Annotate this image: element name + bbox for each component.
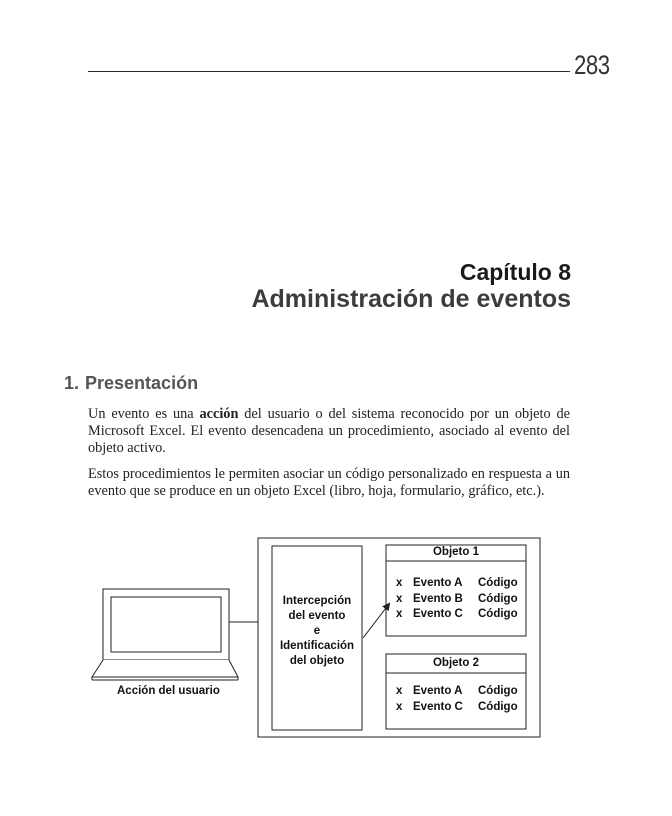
interception-line: del evento [288, 610, 346, 622]
row-marker: x [396, 701, 403, 713]
row-code: Código [478, 577, 518, 589]
chapter-label: Capítulo 8 [459, 259, 571, 285]
row-event: Evento B [413, 593, 463, 605]
row-code: Código [478, 593, 518, 605]
interception-text [272, 594, 362, 669]
paragraph-1-bold: acción [199, 406, 239, 422]
row-marker: x [396, 577, 403, 589]
section-title: Presentación [85, 373, 199, 393]
paragraph-2: Estos procedimientos le permiten asociar un código personalizado en respuesta a un evento que se produce en un objeto Excel (libro, hoja, formulario, gráfico, etc.). [88, 466, 570, 499]
paragraph-1-start: Un evento es una [88, 406, 200, 422]
paragraph-1-end: del usuario o del sistema reconocido por un objeto de Microsoft Excel. El evento desencadena un procedimiento, asociado al evento del objeto activo. [88, 406, 570, 456]
row-marker: x [396, 685, 403, 697]
row-event: Evento C [413, 701, 463, 713]
row-code: Código [478, 685, 518, 697]
row-event: Evento A [413, 685, 463, 697]
object-1-title: Objeto 1 [432, 546, 479, 558]
row-marker: x [396, 608, 403, 620]
interception-line: del objeto [289, 655, 345, 667]
row-marker: x [396, 593, 403, 605]
row-event: Evento C [413, 608, 463, 620]
arrow-icon [363, 604, 389, 638]
row-event: Evento A [413, 577, 463, 589]
chapter-title: Administración de eventos [251, 285, 571, 313]
row-code: Código [478, 608, 518, 620]
interception-line: Identificación [279, 640, 355, 652]
object-2-title: Objeto 2 [432, 657, 479, 669]
section-number: 1. [64, 373, 80, 393]
object-1-box [386, 545, 526, 636]
interception-line: Intercepción [282, 595, 352, 607]
user-action-label: Acción del usuario [117, 685, 220, 697]
row-code: Código [478, 701, 518, 713]
page-number: 283 [574, 50, 610, 80]
laptop-icon [92, 589, 238, 680]
interception-line: e [313, 625, 321, 637]
